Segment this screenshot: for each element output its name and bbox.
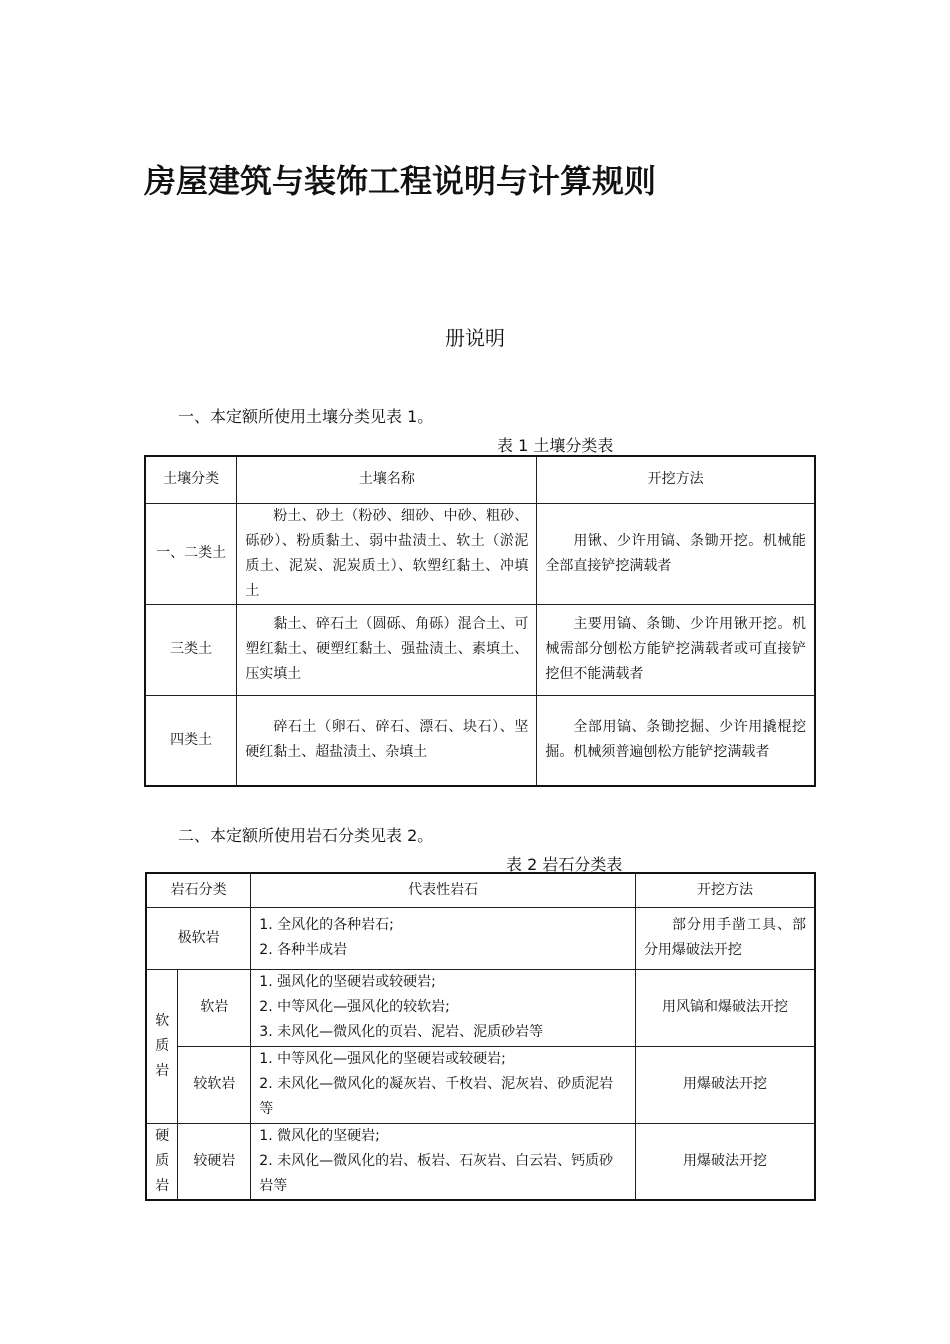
rock-line: 2. 未风化—微风化的岩、板岩、石灰岩、白云岩、钙质砂岩等 xyxy=(259,1152,614,1194)
soil-category-cell: 四类土 xyxy=(145,695,237,786)
section-title: 册说明 xyxy=(445,326,505,350)
table-row xyxy=(145,604,815,695)
soil-name-cell: 碎石土（卵石、碎石、漂石、块石）、坚硬红黏土、超盐渍土、杂填土 xyxy=(237,695,537,786)
table-row xyxy=(146,969,815,1046)
table1-caption: 表 1 土壤分类表 xyxy=(497,436,614,455)
table-header-row xyxy=(145,456,815,503)
header-soil-name: 土壤名称 xyxy=(237,456,537,503)
rock-line: 1. 全风化的各种岩石; xyxy=(259,917,394,933)
soil-classification-table xyxy=(144,455,816,787)
representative-rock-cell xyxy=(251,1123,636,1200)
excavation-method-cell: 用锹、少许用镐、条锄开挖。机械能全部直接铲挖满载者 xyxy=(537,503,815,604)
excavation-method-cell: 用风镐和爆破法开挖 xyxy=(635,969,815,1046)
rock-line: 1. 强风化的坚硬岩或较硬岩; xyxy=(259,974,436,990)
rock-line: 1. 微风化的坚硬岩; xyxy=(259,1127,380,1144)
rock-line: 2. 各种半成岩 xyxy=(259,942,348,958)
rock-line: 1. 中等风化—强风化的坚硬岩或较硬岩; xyxy=(259,1051,506,1067)
vertical-char: 岩 xyxy=(155,1177,170,1194)
table2-caption: 表 2 岩石分类表 xyxy=(506,855,623,874)
header-representative-rock: 代表性岩石 xyxy=(251,873,636,907)
soil-name-cell: 黏土、碎石土（圆砾、角砾）混合土、可塑红黏土、硬塑红黏土、强盐渍土、素填土、压实填土 xyxy=(237,604,537,695)
soil-name-cell: 粉土、砂土（粉砂、细砂、中砂、粗砂、砾砂）、粉质黏土、弱中盐渍土、软土（淤泥质土、泥炭、泥炭质土）、软塑红黏土、冲填土 xyxy=(237,503,537,604)
representative-rock-cell xyxy=(251,969,636,1046)
soil-category-cell: 三类土 xyxy=(145,604,237,695)
soil-category-cell: 一、二类土 xyxy=(145,503,237,604)
excavation-method-cell: 用爆破法开挖 xyxy=(635,1123,815,1200)
document-title: 房屋建筑与装饰工程说明与计算规则 xyxy=(144,162,657,200)
rock-category-cell: 较软岩 xyxy=(178,1046,251,1123)
group-hard-rock-cell xyxy=(146,1123,178,1200)
rock-line: 3. 未风化—微风化的页岩、泥岩、泥质砂岩等 xyxy=(259,1024,544,1040)
table-header-row xyxy=(146,873,815,907)
group-soft-rock-label xyxy=(151,1009,173,1084)
table-row xyxy=(145,695,815,786)
header-soil-category: 土壤分类 xyxy=(145,456,237,503)
rock-category-cell: 极软岩 xyxy=(146,907,251,969)
vertical-char: 硬 xyxy=(155,1127,170,1144)
paragraph-rock-intro: 二、本定额所使用岩石分类见表 2。 xyxy=(178,826,434,845)
header-excavation-method: 开挖方法 xyxy=(635,873,815,907)
vertical-char: 质 xyxy=(155,1037,170,1054)
group-soft-rock-cell xyxy=(146,969,178,1123)
rock-category-cell: 软岩 xyxy=(178,969,251,1046)
table-row xyxy=(146,1046,815,1123)
rock-line: 2. 未风化—微风化的凝灰岩、千枚岩、泥灰岩、砂质泥岩等 xyxy=(259,1076,614,1117)
rock-line: 2. 中等风化—强风化的较软岩; xyxy=(259,999,450,1015)
table-row xyxy=(146,1123,815,1200)
rock-category-cell: 较硬岩 xyxy=(178,1123,251,1200)
header-excavation-method: 开挖方法 xyxy=(537,456,815,503)
excavation-method-cell: 主要用镐、条锄、少许用锹开挖。机械需部分刨松方能铲挖满载者或可直接铲挖但不能满载者 xyxy=(537,604,815,695)
excavation-method-cell: 用爆破法开挖 xyxy=(635,1046,815,1123)
representative-rock-cell xyxy=(251,907,636,969)
rock-classification-table xyxy=(145,872,816,1201)
vertical-char: 软 xyxy=(155,1012,170,1029)
representative-rock-cell xyxy=(251,1046,636,1123)
paragraph-soil-intro: 一、本定额所使用土壤分类见表 1。 xyxy=(178,407,434,426)
group-hard-rock-label xyxy=(151,1124,173,1199)
vertical-char: 岩 xyxy=(155,1062,170,1079)
vertical-char: 质 xyxy=(155,1152,170,1169)
header-rock-category: 岩石分类 xyxy=(146,873,251,907)
table-row xyxy=(146,907,815,969)
table-row xyxy=(145,503,815,604)
excavation-method-cell: 全部用镐、条锄挖掘、少许用撬棍挖掘。机械须普遍刨松方能铲挖满载者 xyxy=(537,695,815,786)
excavation-method-cell: 部分用手凿工具、部分用爆破法开挖 xyxy=(635,907,815,969)
